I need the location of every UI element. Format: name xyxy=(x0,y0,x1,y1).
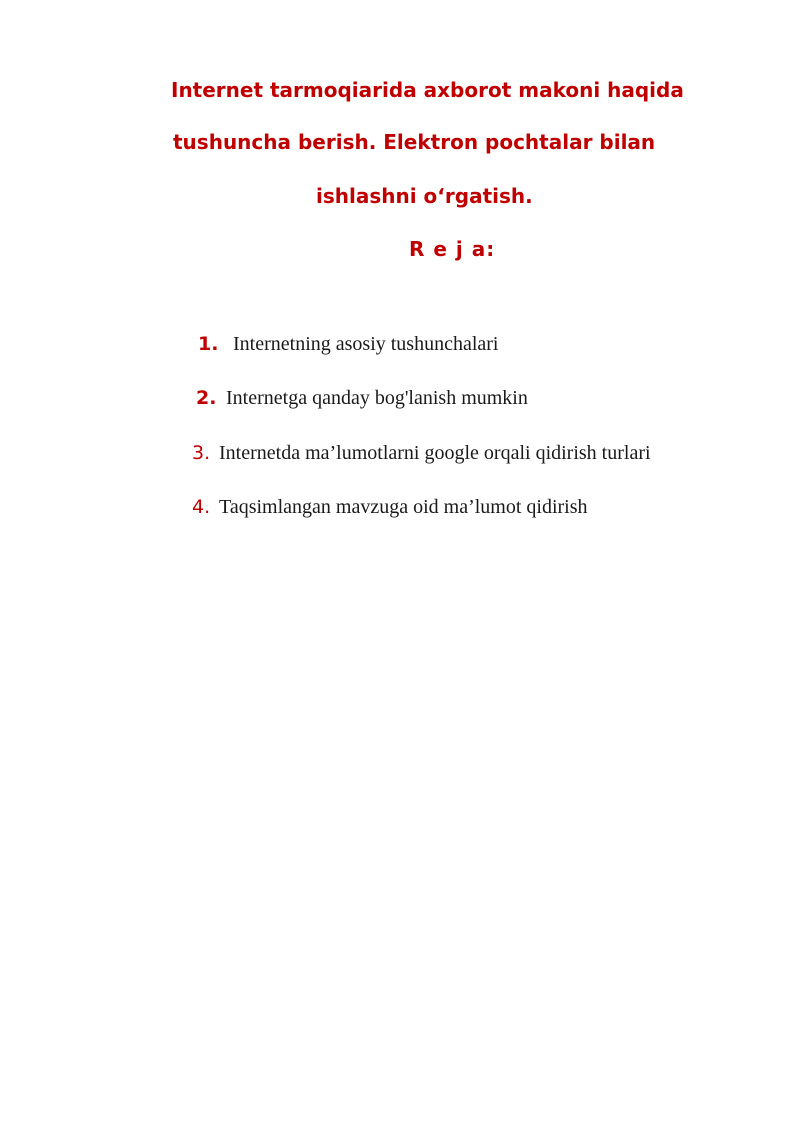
plan-item-number: 4. xyxy=(192,496,211,518)
document-title-line-2: tushuncha berish. Elektron pochtalar bilan xyxy=(173,130,656,154)
plan-item-number: 2. xyxy=(196,387,217,409)
plan-item-text: Taqsimlangan mavzuga oid ma’lumot qidirish xyxy=(219,496,588,518)
document-title-line-1: Internet tarmoqiarida axborot makoni haqida xyxy=(171,78,684,102)
document-title-line-3: ishlashni o‘rgatish. xyxy=(316,184,533,208)
plan-item-number: 1. xyxy=(198,333,219,355)
plan-item-number: 3. xyxy=(192,442,211,464)
plan-item-text: Internetda ma’lumotlarni google orqali qidirish turlari xyxy=(219,442,651,464)
plan-heading: R e j a: xyxy=(409,237,496,261)
plan-item-text: Internetning asosiy tushunchalari xyxy=(233,333,499,355)
plan-item-text: Internetga qanday bog'lanish mumkin xyxy=(226,387,528,409)
